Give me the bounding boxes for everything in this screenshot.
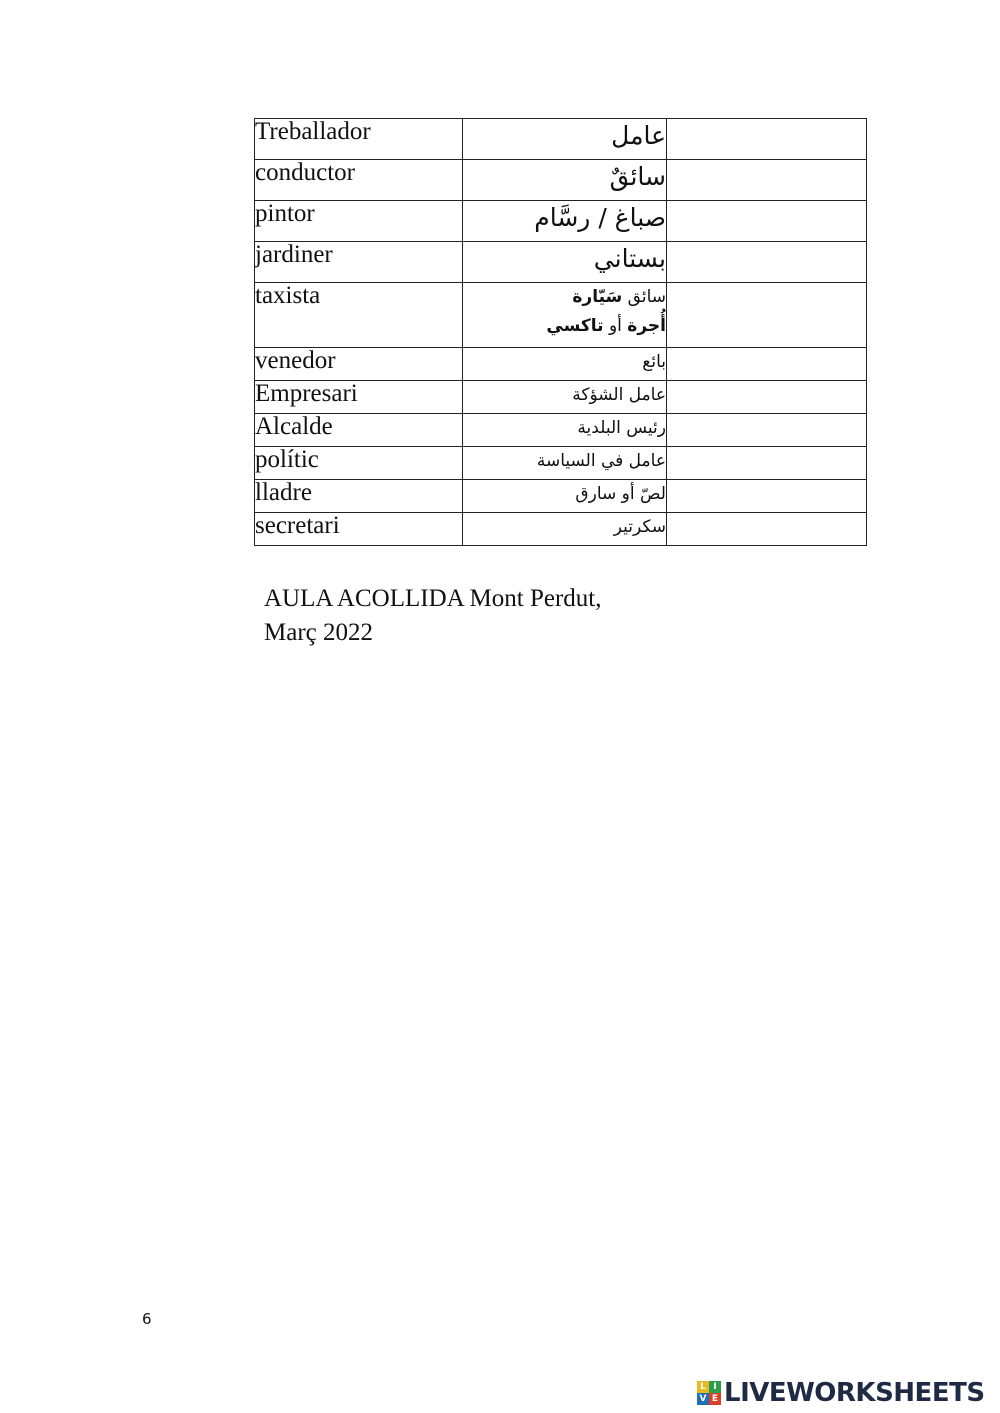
catalan-word: lladre: [255, 480, 463, 513]
answer-cell[interactable]: [667, 513, 867, 546]
arabic-translation: سائقٌ: [463, 160, 667, 201]
page-number: 6: [142, 1310, 152, 1328]
arabic-translation: بستاني: [463, 242, 667, 283]
answer-cell[interactable]: [667, 414, 867, 447]
footer-credit: [264, 582, 602, 650]
footer-line-1: AULA ACOLLIDA Mont Perdut,: [264, 585, 602, 612]
arabic-translation: لصّ أو سارق: [463, 480, 667, 513]
catalan-word: venedor: [255, 348, 463, 381]
arabic-translation: [463, 283, 667, 348]
table-row: [255, 447, 867, 480]
arabic-translation: صباغ / رسَّام: [463, 201, 667, 242]
answer-cell[interactable]: [667, 119, 867, 160]
table-row: [255, 480, 867, 513]
arabic-translation: عامل: [463, 119, 667, 160]
arabic-translation: عامل في السياسة: [463, 447, 667, 480]
catalan-word: polític: [255, 447, 463, 480]
arabic-line-1: [463, 283, 666, 312]
answer-cell[interactable]: [667, 160, 867, 201]
table-row: [255, 348, 867, 381]
table-row: [255, 160, 867, 201]
logo-tile-l: L: [697, 1381, 709, 1393]
arabic-translation: رئيس البلدية: [463, 414, 667, 447]
catalan-word: Empresari: [255, 381, 463, 414]
table-row: [255, 414, 867, 447]
arabic-text: سائق: [627, 287, 666, 307]
catalan-word: jardiner: [255, 242, 463, 283]
logo-tile-v: V: [697, 1393, 709, 1405]
liveworksheets-logo: [697, 1376, 985, 1410]
arabic-text: أو: [608, 316, 622, 336]
catalan-word: taxista: [255, 283, 463, 348]
arabic-translation: بائع: [463, 348, 667, 381]
liveworksheets-icon: [697, 1381, 721, 1405]
logo-tile-e: E: [709, 1393, 721, 1405]
arabic-text-bold: سَيّارة: [572, 287, 623, 307]
table-row: [255, 283, 867, 348]
table-row: [255, 381, 867, 414]
answer-cell[interactable]: [667, 283, 867, 348]
brand-name: LIVEWORKSHEETS: [724, 1378, 985, 1408]
answer-cell[interactable]: [667, 201, 867, 242]
answer-cell[interactable]: [667, 242, 867, 283]
arabic-line-2: [463, 312, 666, 341]
catalan-word: Treballador: [255, 119, 463, 160]
catalan-word: secretari: [255, 513, 463, 546]
vocabulary-table: [254, 118, 867, 546]
logo-tile-i: I: [709, 1381, 721, 1393]
catalan-word: Alcalde: [255, 414, 463, 447]
answer-cell[interactable]: [667, 447, 867, 480]
table-row: [255, 513, 867, 546]
catalan-word: pintor: [255, 201, 463, 242]
footer-line-2: Març 2022: [264, 619, 373, 646]
table-row: [255, 201, 867, 242]
answer-cell[interactable]: [667, 480, 867, 513]
arabic-translation: سكرتير: [463, 513, 667, 546]
answer-cell[interactable]: [667, 381, 867, 414]
answer-cell[interactable]: [667, 348, 867, 381]
arabic-text-bold: أُجرة: [627, 316, 666, 336]
table-row: [255, 242, 867, 283]
arabic-text-bold: تاكسي: [546, 316, 604, 336]
catalan-word: conductor: [255, 160, 463, 201]
arabic-translation: عامل الشؤكة: [463, 381, 667, 414]
table-row: [255, 119, 867, 160]
